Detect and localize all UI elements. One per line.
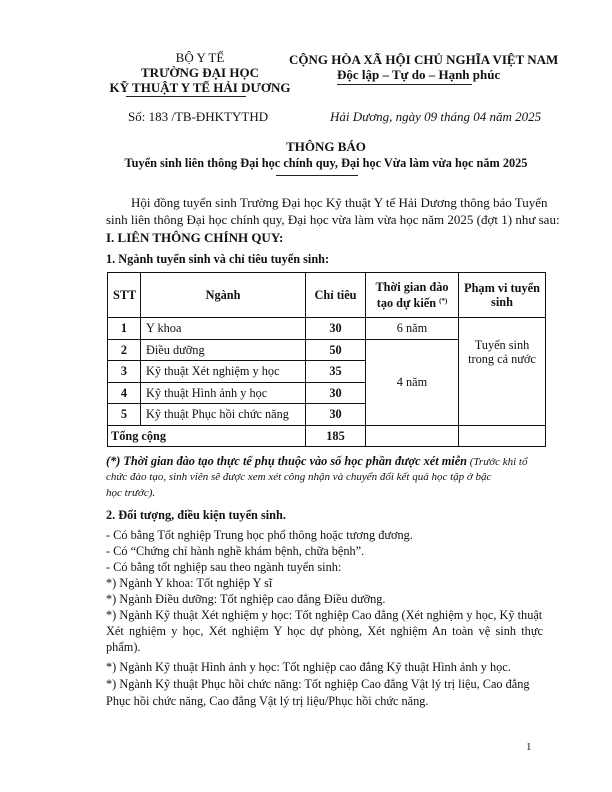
row-quota: 30 (306, 404, 366, 426)
row-major: Kỹ thuật Xét nghiệm y học (141, 361, 306, 383)
duration-4-years: 4 năm (366, 339, 459, 425)
condition-item: phẩm). (106, 640, 141, 654)
total-empty-scope (459, 425, 546, 447)
row-stt: 2 (108, 339, 141, 361)
condition-item: - Có “Chứng chỉ hành nghề khám bệnh, chữa bệnh”. (106, 544, 365, 558)
condition-item: *) Ngành Y khoa: Tốt nghiệp Y sĩ (106, 576, 273, 590)
header-duration-line1: Thời gian đào (375, 280, 449, 294)
row-stt: 4 (108, 382, 141, 404)
table-header-row (108, 273, 546, 318)
admission-table (107, 272, 546, 447)
duration-note-bold: (*) Thời gian đào tạo thực tế phụ thuộc vào số học phần được xét miễn (106, 454, 467, 468)
row-quota: 50 (306, 339, 366, 361)
row-major: Kỹ thuật Phục hồi chức năng (141, 404, 306, 426)
condition-item: *) Ngành Kỹ thuật Phục hồi chức năng: Tốt nghiệp Cao đẳng Vật lý trị liệu, Cao đẳng (106, 677, 530, 691)
scope-line1: Tuyển sinh (474, 338, 530, 352)
document-date: Hải Dương, ngày 09 tháng 04 năm 2025 (330, 109, 542, 124)
document-number: Số: 183 /TB-ĐHKTYTHD (128, 109, 269, 124)
header-stt: STT (108, 273, 141, 318)
row-quota: 30 (306, 382, 366, 404)
header-scope-line1: Phạm vi tuyển (464, 281, 540, 295)
notice-subtitle: Tuyển sinh liên thông Đại học chính quy, Đại học Vừa làm vừa học năm 2025 (124, 156, 528, 170)
condition-item: *) Ngành Kỹ thuật Hình ảnh y học: Tốt nghiệp cao đẳng Kỹ thuật Hình ảnh y học. (106, 660, 511, 674)
scope-cell (459, 318, 546, 426)
row-quota: 35 (306, 361, 366, 383)
total-value: 185 (306, 425, 366, 447)
duration-note-line1 (106, 454, 527, 469)
condition-item: - Có bằng tốt nghiệp sau theo ngành tuyển sinh: (106, 560, 342, 574)
duration-note-line3: học trước). (106, 487, 156, 499)
row-stt: 3 (108, 361, 141, 383)
condition-item: Xét nghiệm y học, Xét nghiệm Y học dự phòng, Xét nghiệm An toàn vệ sinh thực (106, 624, 543, 638)
school-name-line2: KỸ THUẬT Y TẾ HẢI DƯƠNG (109, 80, 291, 95)
subtitle-underline (276, 175, 358, 176)
condition-item: - Có bằng Tốt nghiệp Trung học phổ thông hoặc tương đương. (106, 528, 413, 542)
duration-note-line2: chức đào tạo, sinh viên sẽ được xem xét công nhận và chuyển đổi kết quả học tập ở bậc (106, 471, 492, 483)
total-label: Tổng cộng (108, 425, 306, 447)
row-quota: 30 (306, 318, 366, 340)
header-duration (366, 273, 459, 318)
row-stt: 5 (108, 404, 141, 426)
page-number: 1 (526, 741, 532, 753)
condition-item: *) Ngành Kỹ thuật Xét nghiệm y học: Tốt nghiệp Cao đẳng (Xét nghiệm y học, Kỹ thuật (106, 608, 543, 622)
row-stt: 1 (108, 318, 141, 340)
notice-title: THÔNG BÁO (286, 139, 366, 154)
header-major: Ngành (141, 273, 306, 318)
condition-item: Phục hồi chức năng, Cao đẳng Vật lý trị liệu/Phục hồi chức năng. (106, 694, 429, 708)
scope-line2: trong cả nước (468, 352, 536, 366)
header-duration-mark: (*) (439, 297, 448, 305)
header-quota: Chỉ tiêu (306, 273, 366, 318)
school-underline (126, 96, 246, 97)
school-name-line1: TRƯỜNG ĐẠI HỌC (141, 65, 259, 80)
row-major: Kỹ thuật Hình ảnh y học (141, 382, 306, 404)
nation-title: CỘNG HÒA XÃ HỘI CHỦ NGHĨA VIỆT NAM (289, 52, 559, 67)
intro-line-2: sinh liên thông Đại học chính quy, Đại học vừa làm vừa học năm 2025 (đợt 1) như sau: (106, 212, 560, 227)
row-major: Điều dưỡng (141, 339, 306, 361)
total-empty-duration (366, 425, 459, 447)
row-major: Y khoa (141, 318, 306, 340)
motto-underline (337, 84, 472, 85)
table-total-row (108, 425, 546, 447)
nation-motto: Độc lập – Tự do – Hạnh phúc (337, 67, 501, 82)
subsection-1-heading: 1. Ngành tuyển sinh và chỉ tiêu tuyển sinh: (106, 252, 330, 266)
intro-line-1: Hội đồng tuyển sinh Trường Đại học Kỹ thuật Y tế Hải Dương thông báo Tuyển (131, 195, 548, 210)
condition-item: *) Ngành Điều dưỡng: Tốt nghiệp cao đẳng Điều dưỡng. (106, 592, 386, 606)
header-duration-line2: tạo dự kiến (376, 296, 437, 310)
header-scope-line2: sinh (491, 295, 513, 309)
duration-note-italic-start: (Trước khi tổ (467, 456, 528, 468)
duration-6-years: 6 năm (366, 318, 459, 340)
section-heading: I. LIÊN THÔNG CHÍNH QUY: (106, 230, 284, 245)
table-row (108, 318, 546, 340)
subsection-2-heading: 2. Đối tượng, điều kiện tuyển sinh. (106, 508, 286, 522)
header-scope (459, 273, 546, 318)
ministry-name: BỘ Y TẾ (175, 50, 225, 65)
